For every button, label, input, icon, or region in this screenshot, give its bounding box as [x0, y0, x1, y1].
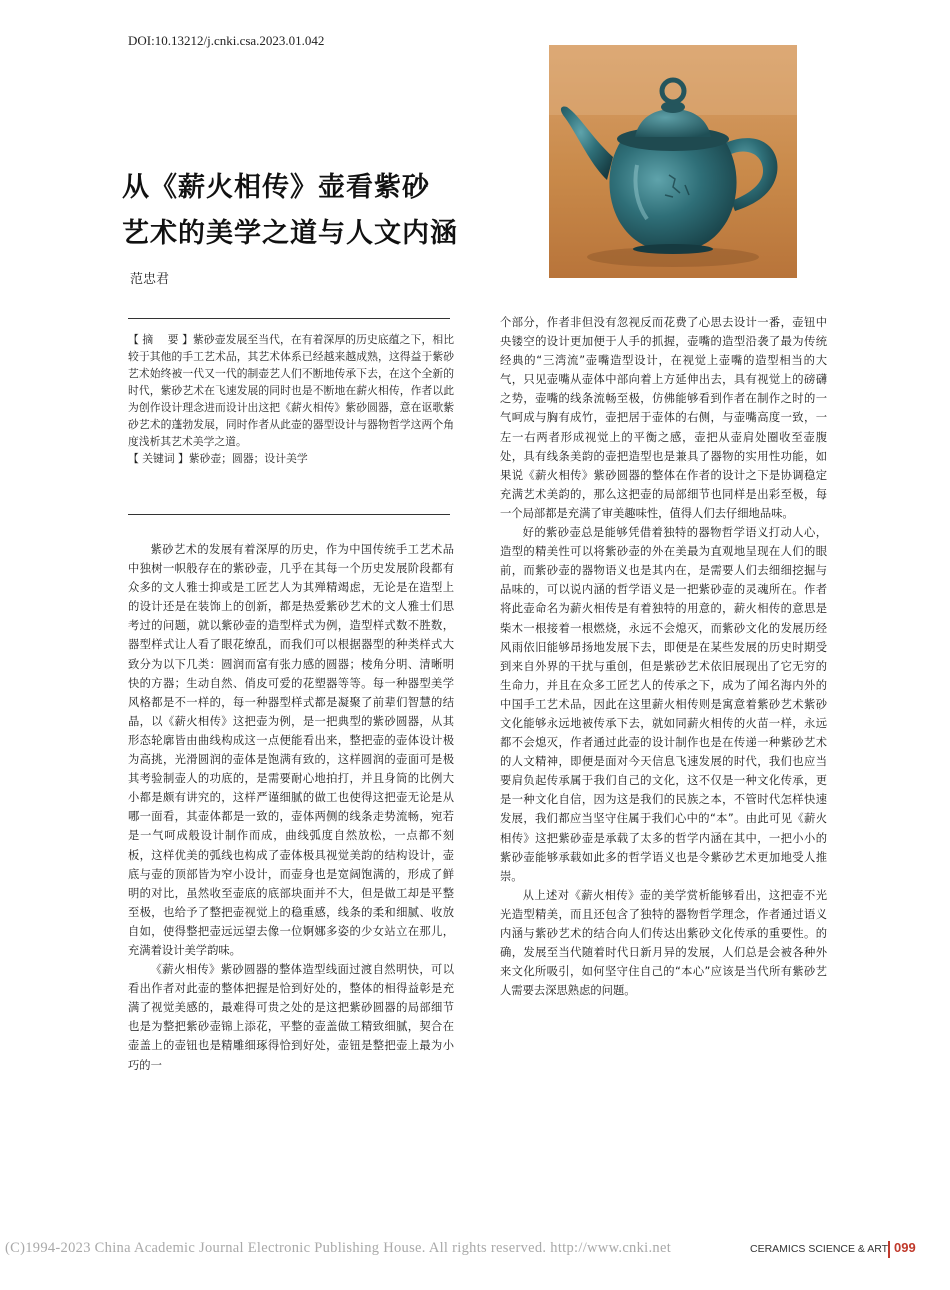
abstract-top-rule	[128, 318, 450, 319]
paragraph: 从上述对《薪火相传》壶的美学赏析能够看出，这把壶不光光造型精美，而且还包含了独特的器物哲学理念，作者通过语义内涵与紫砂艺术的结合向人们传达出紫砂文化传承的重要性。的确，发展至当代随着时代日新月异的发展，人们总是会被各种外来文化所吸引，如何坚守住自己的“本心”应该是当代所有紫砂艺人需要去深思熟虑的问题。	[500, 888, 827, 998]
teapot-icon	[549, 45, 797, 278]
body-left-column	[128, 540, 454, 1075]
journal-name: CERAMICS SCIENCE & ART	[750, 1243, 889, 1255]
author-name: 范忠君	[130, 272, 170, 287]
paragraph: 紫砂艺术的发展有着深厚的历史，作为中国传统手工艺术品中独树一帜般存在的紫砂壶，几乎在其每一个历史发展阶段都有众多的文人雅士抑或是工匠艺人为其殚精竭虑，无论是在造型上的设计还是在装饰上的创新，都是热爱紫砂艺术的文人雅士们思考过的问题，就以紫砂壶的造型样式为例，造型样式数不胜数，器型样式让人看了眼花缭乱，而我们可以根据器型的种类样式大致分为以下几类：圆润而富有张力感的圆器；棱角分明、清晰明快的方器；生动自然、俏皮可爱的花塑器等等。每一种器型美学风格都是不一样的，每一种器型样式都是凝聚了前辈们智慧的结晶，以《薪火相传》这把壶为例，是一把典型的紫砂圆器，从其形态轮廓皆由曲线构成这一点便能看出来，整把壶的壶体设计极为高挑，光滑圆润的壶体是饱满有致的，这样圆润的壶面可是极其考验制壶人的功底的，是需要耐心地拍打，并且身筒的比例大小都是颇有讲究的，这样严谨细腻的做工也使得这把壶无论是从哪一面看，其壶体都是一致的，壶体两侧的线条走势流畅，宛若是一气呵成般设计制作而成，曲线弧度自然放松，一点都不刻板，这样优美的弧线也构成了壶体极具视觉美韵的结构设计，壶底与壶的顶部皆为窄小设计，而壶身也是宽阔饱满的，形成了鲜明的对比，虽然收至壶底的底部块面并不大，但是做工却是平整至极，也给予了整把壶视觉上的稳重感，线条的柔和细腻、收放自如，使得整把壶远远望去像一位婀娜多姿的少女站立在那儿，充满着设计美学韵味。	[128, 543, 454, 957]
page-number: 099	[894, 1240, 916, 1255]
title-line-1: 从《薪火相传》壶看紫砂	[122, 172, 430, 203]
paragraph: 《薪火相传》紫砂圆器的整体造型线面过渡自然明快，可以看出作者对此壶的整体把握是恰到好处的，整体的相得益彰是充满了视觉美感的，最难得可贵之处的是这把紫砂圆器的局部细节也是为整把紫砂壶锦上添花，平整的壶盖做工精致细腻，契合在壶盖上的壶钮也是精雕细琢得恰到好处，壶钮是整把壶上最为小巧的一	[128, 963, 454, 1072]
keywords-text: 紫砂壶；圆器；设计美学	[188, 452, 308, 465]
abstract-label: 【 摘 要 】	[128, 333, 193, 346]
copyright-text: (C)1994-2023 China Academic Journal Electronic Publishing House. All rights reserved. http://www.cnki.net	[5, 1240, 672, 1256]
body-right-column	[500, 313, 827, 1000]
page-divider-bar	[888, 1241, 890, 1258]
abstract-bottom-rule	[128, 514, 450, 515]
abstract-text: 紫砂壶发展至当代，在有着深厚的历史底蕴之下，相比较于其他的手工艺术品，其艺术体系已经越来越成熟，这得益于紫砂艺术始终被一代又一代的制壶艺人们不断地传承下去，在这个全新的时代，紫砂艺术在飞速发展的同时也是不断地在薪火相传，作者以此为创作设计理念进而设计出这把《薪火相传》紫砂圆器，意在讴歌紫砂艺术的蓬勃发展，同时作者从此壶的器型设计与器物哲学这两个角度浅析其艺术美学之道。	[128, 333, 455, 448]
article-title	[122, 165, 542, 257]
teapot-photo	[549, 45, 797, 278]
paragraph: 个部分，作者非但没有忽视反而花费了心思去设计一番，壶钮中央镂空的设计更加便于人手的抓握，壶嘴的造型沿袭了最为传统经典的“三湾流”壶嘴造型设计，在视觉上壶嘴的造型相当的大气，只见壶嘴从壶体中部向着上方延伸出去，具有视觉上的磅礴之势，壶嘴的线条流畅至极，仿佛能够看到作者在制作之时的一气呵成与胸有成竹，壶把居于壶体的右侧，与壶嘴高度一致，一左一右两者形成视觉上的平衡之感，壶把从壶肩处圈收至壶腹处，具有线条美韵的壶把造型也是兼具了器物的实用性功能，如果说《薪火相传》紫砂圆器的整体在作者的设计之下是协调稳定充满艺术美韵的，那么这把壶的局部细节也同样是出彩至极，每一个局部都是充满了审美趣味性，值得人们去仔细地品味。	[500, 316, 827, 520]
keywords-label: 【 关键词 】	[128, 452, 189, 465]
paragraph: 好的紫砂壶总是能够凭借着独特的器物哲学语义打动人心，造型的精美性可以将紫砂壶的外在美最为直观地呈现在人们的眼前，而紫砂壶的器物语义也是其内在，是需要人们去细细挖掘与品味的，可以说内涵的哲学语义是一把紫砂壶的灵魂所在。作者将此壶命名为薪火相传是有着独特的用意的，薪火相传的意思是柴木一根接着一根燃烧，永远不会熄灭，而紫砂文化的发展历经风雨依旧能够昂扬地发展下去，即便是在某些发展的历史时期受到来自外界的干扰与重创，但是紫砂艺术依旧展现出了它无穷的生命力，并且在众多工匠艺人的传承之下，成为了闻名海内外的中国手工艺术品，因此在这里薪火相传则是寓意着紫砂艺术紫砂文化能够永远地被传承下去，就如同薪火相传的火苗一样，永远都不会熄灭，作者通过此壶的设计制作也是在传递一种紫砂艺术的人文精神，即便是面对今天信息飞速发展的时代，我们也应当要肩负起传承属于我们自己的文化，这不仅是一种文化传承，更是一种文化自信，因为这是我们的民族之本，不管时代怎样快速发展，我们都应当坚守住属于我们心中的“本”。由此可见《薪火相传》这把紫砂壶是承载了太多的哲学内涵在其中，一把小小的紫砂壶能够承载如此多的哲学语义也是令紫砂艺术更加地受人推崇。	[500, 526, 827, 883]
abstract-block	[128, 331, 454, 467]
title-line-2: 艺术的美学之道与人文内涵	[122, 218, 458, 249]
doi-text: DOI:10.13212/j.cnki.csa.2023.01.042	[128, 33, 325, 48]
